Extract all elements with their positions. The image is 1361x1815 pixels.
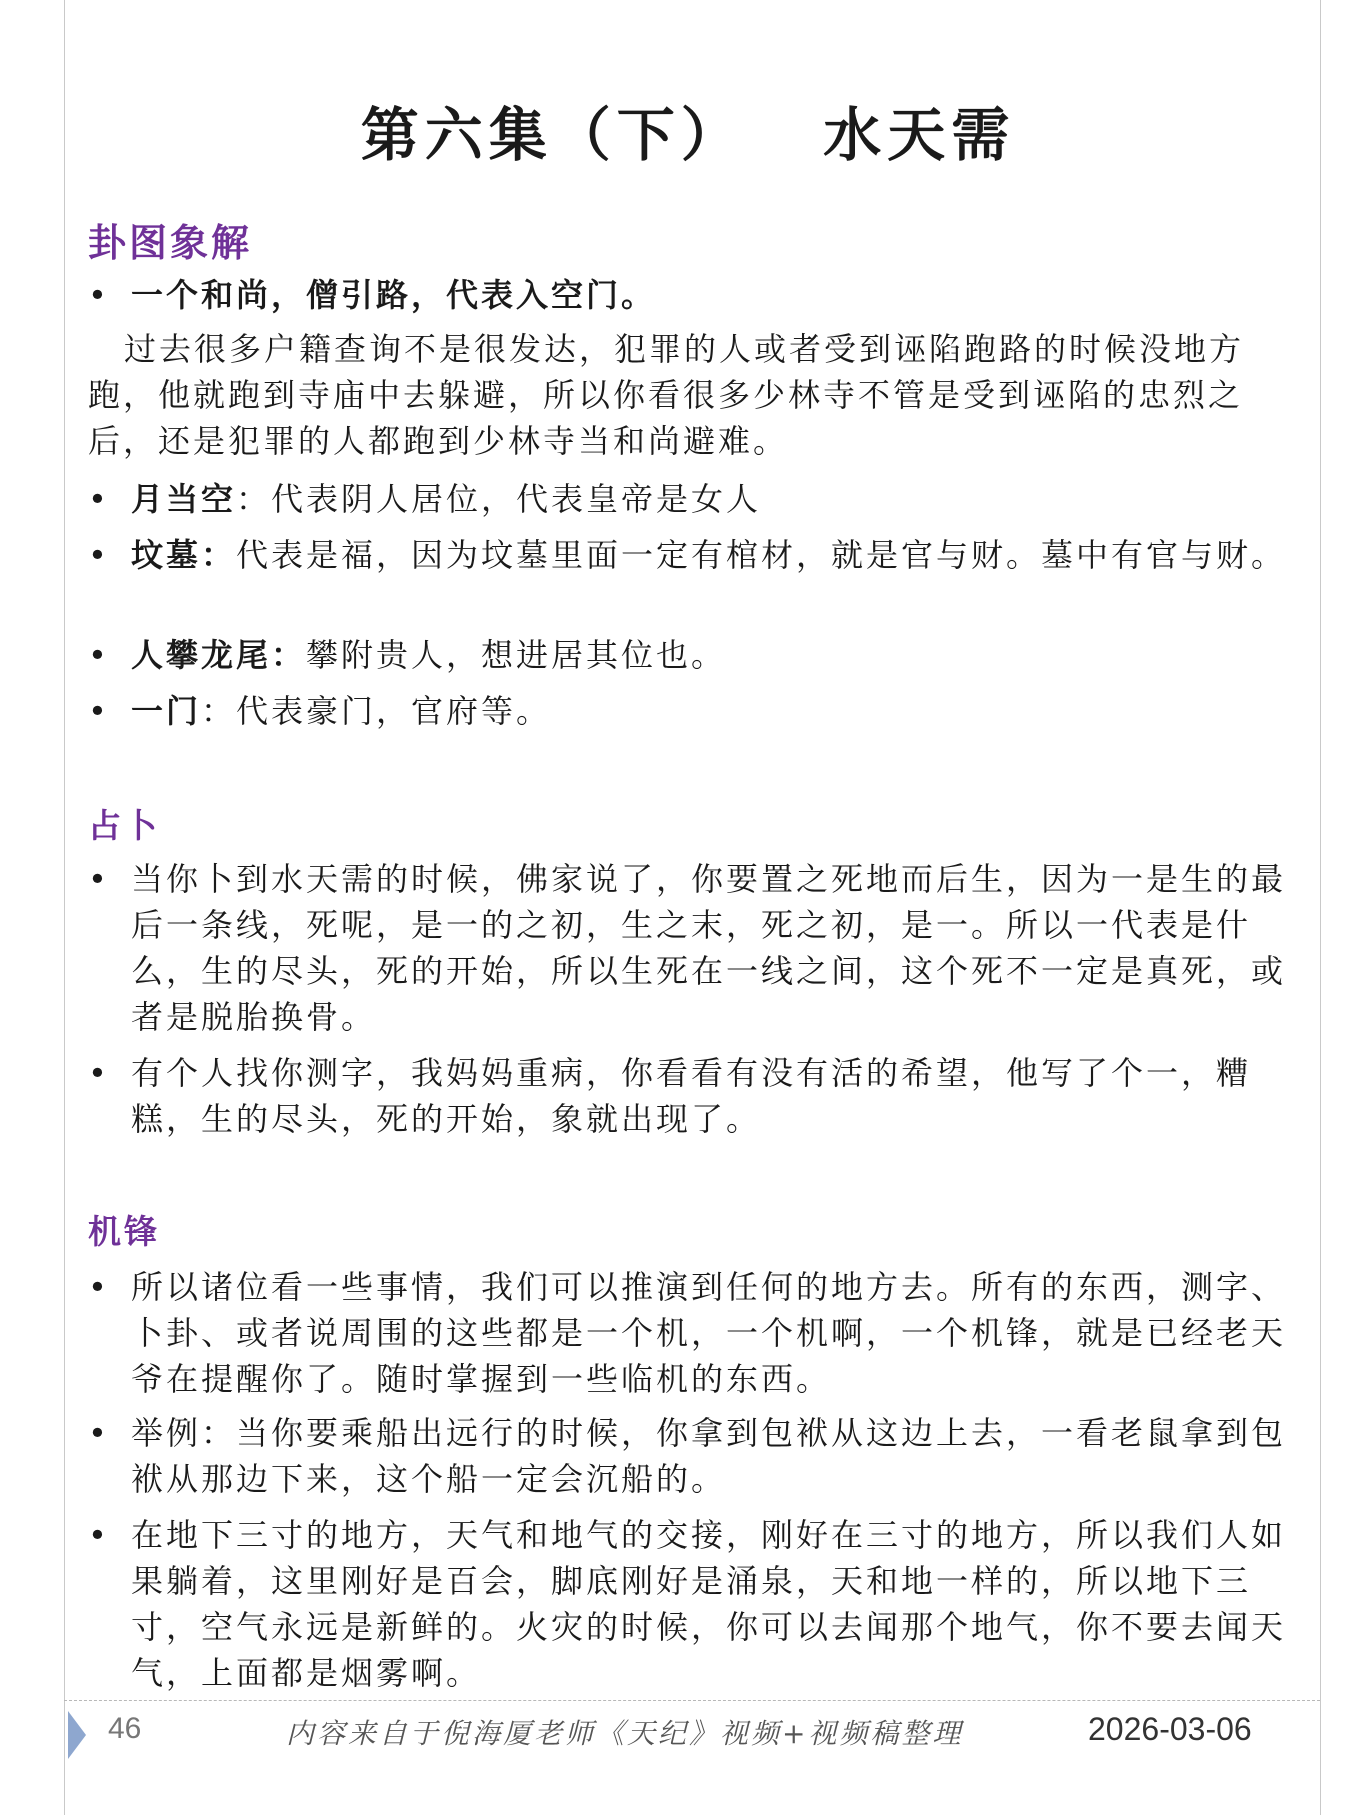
section-heading-guatu: 卦图象解 [88,220,253,265]
bullet-term: 月当空 [131,480,237,518]
bullet-text: 当你卜到水天需的时候，佛家说了，你要置之死地而后生，因为一是生的最后一条线，死呢，是一的之初，生之末，死之初，是一。所以一代表是什么，生的尽头，死的开始，所以生死在一线之间，这个死不一定是真死，或者是脱胎换骨。 [131,860,1287,1036]
list-item [88,476,1288,522]
bullet-text [131,532,1288,578]
bullet-icon: • [88,276,110,314]
bullet-text: 一个和尚，僧引路，代表入空门。 [131,276,657,314]
section-heading-jifeng: 机锋 [88,1212,160,1251]
right-margin-rule [1320,0,1321,1815]
section-heading-zhanbu: 占卜 [88,806,160,845]
footer-date: 2026-03-06 [1088,1711,1252,1747]
bullet-term: 坟墓： [131,536,237,574]
bullet-text: 举例：当你要乘船出远行的时候，你拿到包袱从这边上去，一看老鼠拿到包袱从那边下来，这个船一定会沉船的。 [131,1414,1287,1498]
bullet-text: 有个人找你测字，我妈妈重病，你看看有没有活的希望，他写了个一，糟糕，生的尽头，死的开始，象就出现了。 [131,1054,1252,1138]
paragraph: 过去很多户籍查询不是很发达，犯罪的人或者受到诬陷跑路的时候没地方跑，他就跑到寺庙中去躲避，所以你看很多少林寺不管是受到诬陷的忠烈之后，还是犯罪的人都跑到少林寺当和尚避难。 [88,330,1245,460]
bullet-icon: • [88,636,110,674]
bullet-icon: • [88,692,110,730]
list-item [88,532,1288,578]
bullet-desc: 代表是福，因为坟墓里面一定有棺材，就是官与财。墓中有官与财。 [236,536,1287,574]
bullet-icon: • [88,1516,110,1554]
list-item [88,856,1288,1040]
list-item [88,632,1288,678]
triangle-marker-icon [68,1711,86,1759]
bullet-icon: • [88,1054,110,1092]
list-item [88,1264,1288,1402]
bullet-text [131,632,1288,678]
footer-source: 内容来自于倪海厦老师《天纪》视频+视频稿整理 [286,1717,964,1750]
page-title: 第六集（下） 水天需 [360,101,1016,169]
bullet-text [131,476,1288,522]
bullet-icon: • [88,536,110,574]
page-number: 46 [108,1712,142,1745]
bullet-text: 在地下三寸的地方，天气和地气的交接，刚好在三寸的地方，所以我们人如果躺着，这里刚好是百会，脚底刚好是涌泉，天和地一样的，所以地下三寸，空气永远是新鲜的。火灾的时候，你可以去闻那个地气，你不要去闻天气，上面都是烟雾啊。 [131,1516,1287,1692]
bullet-desc: ：代表阴人居位，代表皇帝是女人 [236,480,762,518]
bullet-icon: • [88,860,110,898]
bullet-desc: 攀附贵人，想进居其位也。 [306,636,727,674]
bullet-text: 所以诸位看一些事情，我们可以推演到任何的地方去。所有的东西，测字、卜卦、或者说周围的这些都是一个机，一个机啊，一个机锋，就是已经老天爷在提醒你了。随时掌握到一些临机的东西。 [131,1268,1287,1398]
left-margin-rule [64,0,65,1815]
list-item [88,1512,1288,1696]
bullet-icon: • [88,480,110,518]
bullet-term: 人攀龙尾： [131,636,307,674]
list-item [88,272,1288,318]
list-item [88,1050,1288,1142]
bullet-text [131,688,1288,734]
list-item [88,688,1288,734]
bullet-icon: • [88,1268,110,1306]
bullet-icon: • [88,1414,110,1452]
footer-divider [64,1700,1320,1701]
bullet-term: 一门 [131,692,202,730]
list-item [88,1410,1288,1502]
bullet-desc: ：代表豪门，官府等。 [201,692,552,730]
